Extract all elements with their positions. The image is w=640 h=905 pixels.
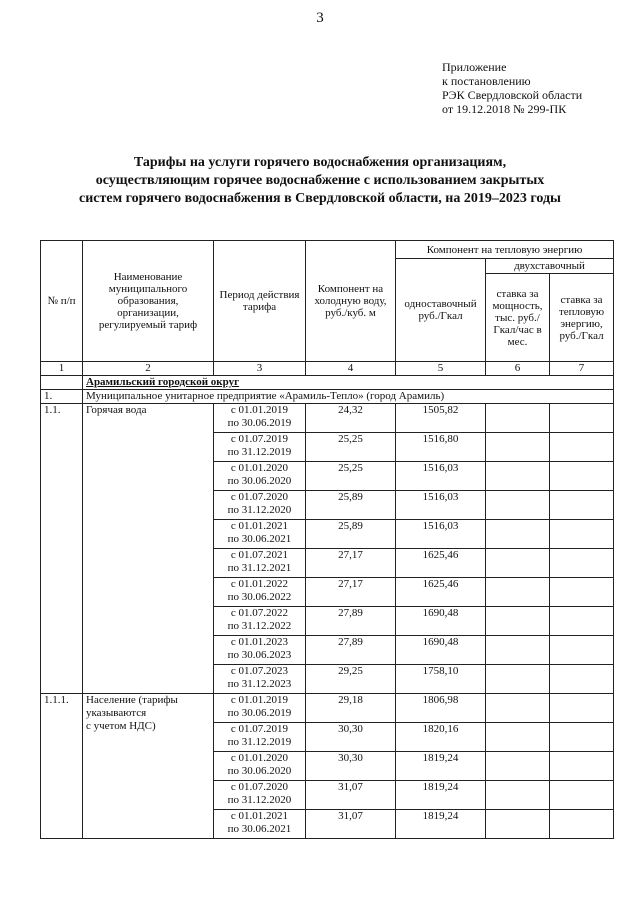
power-rate-value (486, 694, 550, 723)
period-from: с 01.07.2022 (230, 607, 289, 619)
energy-rate-value (550, 607, 614, 636)
power-rate-value (486, 665, 550, 694)
cold-water-value: 31,07 (306, 810, 396, 839)
power-rate-value (486, 462, 550, 491)
column-number: 2 (83, 362, 214, 376)
single-rate-value: 1819,24 (396, 781, 486, 810)
period-from: с 01.01.2021 (230, 810, 289, 822)
tariff-table (40, 240, 614, 839)
document-title (20, 154, 620, 208)
cold-water-value: 27,89 (306, 636, 396, 665)
column-number: 7 (550, 362, 614, 376)
period-to: по 30.06.2019 (227, 417, 292, 429)
cold-water-value: 31,07 (306, 781, 396, 810)
organization-name: Муниципальное унитарное предприятие «Арамиль-Тепло» (город Арамиль) (83, 390, 614, 404)
power-rate-value (486, 549, 550, 578)
energy-rate-value (550, 433, 614, 462)
single-rate-value: 1625,46 (396, 578, 486, 607)
energy-rate-value (550, 491, 614, 520)
power-rate-value (486, 520, 550, 549)
header-thermal: Компонент на тепловую энергию (396, 241, 614, 259)
header-num: № п/п (41, 241, 83, 362)
power-rate-value (486, 491, 550, 520)
period-to: по 30.06.2019 (227, 707, 292, 719)
period-cell (214, 752, 306, 781)
cold-water-value: 27,17 (306, 578, 396, 607)
header-two-rate: двухставочный (486, 259, 614, 274)
group-name-line: указываются (86, 707, 147, 719)
cold-water-value: 27,17 (306, 549, 396, 578)
appendix-line: РЭК Свердловской области (442, 88, 583, 102)
appendix-block (442, 60, 582, 116)
energy-rate-value (550, 404, 614, 433)
cold-water-value: 30,30 (306, 752, 396, 781)
period-from: с 01.01.2020 (230, 752, 289, 764)
energy-rate-value (550, 723, 614, 752)
energy-rate-value (550, 462, 614, 491)
column-number: 4 (306, 362, 396, 376)
single-rate-value: 1820,16 (396, 723, 486, 752)
column-number-row (41, 362, 614, 376)
period-from: с 01.01.2022 (230, 578, 289, 590)
period-cell (214, 491, 306, 520)
period-cell (214, 404, 306, 433)
district-name: Арамильский городской округ (83, 376, 614, 390)
power-rate-value (486, 607, 550, 636)
single-rate-value: 1516,03 (396, 491, 486, 520)
power-rate-value (486, 578, 550, 607)
period-from: с 01.07.2019 (230, 723, 289, 735)
period-from: с 01.01.2021 (230, 520, 289, 532)
period-to: по 30.06.2020 (227, 475, 292, 487)
header-power-rate: ставка за мощность, тыс. руб./Гкал/час в мес. (486, 274, 550, 362)
title-line: Тарифы на услуги горячего водоснабжения организациям, (133, 155, 507, 170)
period-cell (214, 723, 306, 752)
appendix-line: к постановлению (442, 74, 531, 88)
single-rate-value: 1819,24 (396, 752, 486, 781)
period-from: с 01.01.2019 (230, 404, 289, 416)
single-rate-value: 1625,46 (396, 549, 486, 578)
energy-rate-value (550, 665, 614, 694)
single-rate-value: 1690,48 (396, 636, 486, 665)
header-name: Наименование муниципального образования, организации, регулируемый тариф (83, 241, 214, 362)
tariff-row (41, 694, 614, 723)
single-rate-value: 1516,03 (396, 462, 486, 491)
period-from: с 01.07.2020 (230, 491, 289, 503)
period-cell (214, 549, 306, 578)
power-rate-value (486, 636, 550, 665)
cold-water-value: 25,89 (306, 520, 396, 549)
appendix-line: Приложение (442, 60, 507, 74)
period-to: по 31.12.2022 (227, 620, 292, 632)
cold-water-value: 30,30 (306, 723, 396, 752)
period-cell (214, 694, 306, 723)
power-rate-value (486, 752, 550, 781)
period-to: по 31.12.2019 (227, 446, 292, 458)
period-cell (214, 636, 306, 665)
period-to: по 30.06.2021 (227, 823, 292, 835)
header-energy-rate: ставка за тепловую энергию, руб./Гкал (550, 274, 614, 362)
column-number: 3 (214, 362, 306, 376)
group-name (83, 694, 214, 839)
period-cell (214, 433, 306, 462)
cold-water-value: 29,18 (306, 694, 396, 723)
energy-rate-value (550, 781, 614, 810)
energy-rate-value (550, 578, 614, 607)
period-from: с 01.07.2019 (230, 433, 289, 445)
energy-rate-value (550, 520, 614, 549)
period-to: по 31.12.2023 (227, 678, 292, 690)
period-cell (214, 781, 306, 810)
period-from: с 01.01.2020 (230, 462, 289, 474)
period-cell (214, 665, 306, 694)
district-num-cell (41, 376, 83, 390)
tariff-row (41, 404, 614, 433)
cold-water-value: 25,89 (306, 491, 396, 520)
appendix-line: от 19.12.2018 № 299-ПК (442, 102, 567, 116)
period-to: по 31.12.2020 (227, 504, 292, 516)
single-rate-value: 1505,82 (396, 404, 486, 433)
energy-rate-value (550, 810, 614, 839)
period-cell (214, 810, 306, 839)
energy-rate-value (550, 752, 614, 781)
single-rate-value: 1806,98 (396, 694, 486, 723)
period-cell (214, 607, 306, 636)
group-name-line: с учетом НДС) (86, 720, 156, 732)
group-name-line: Население (тарифы (86, 694, 178, 706)
header-single-rate: одноставочный руб./Гкал (396, 259, 486, 362)
cold-water-value: 25,25 (306, 433, 396, 462)
cold-water-value: 25,25 (306, 462, 396, 491)
period-cell (214, 462, 306, 491)
district-row (41, 376, 614, 390)
energy-rate-value (550, 694, 614, 723)
power-rate-value (486, 404, 550, 433)
period-to: по 30.06.2022 (227, 591, 292, 603)
period-to: по 30.06.2021 (227, 533, 292, 545)
period-to: по 31.12.2019 (227, 736, 292, 748)
energy-rate-value (550, 549, 614, 578)
single-rate-value: 1516,03 (396, 520, 486, 549)
title-line: осуществляющим горячее водоснабжение с использованием закрытых (95, 173, 545, 188)
single-rate-value: 1758,10 (396, 665, 486, 694)
period-to: по 30.06.2020 (227, 765, 292, 777)
period-from: с 01.07.2021 (230, 549, 289, 561)
group-num: 1.1. (41, 404, 83, 694)
organization-num: 1. (41, 390, 83, 404)
power-rate-value (486, 781, 550, 810)
single-rate-value: 1690,48 (396, 607, 486, 636)
page-number: 3 (316, 10, 324, 26)
single-rate-value: 1819,24 (396, 810, 486, 839)
column-number: 6 (486, 362, 550, 376)
cold-water-value: 27,89 (306, 607, 396, 636)
header-cold-water: Компонент на холодную воду, руб./куб. м (306, 241, 396, 362)
period-to: по 30.06.2023 (227, 649, 292, 661)
single-rate-value: 1516,80 (396, 433, 486, 462)
title-line: систем горячего водоснабжения в Свердловской области, на 2019–2023 годы (79, 191, 561, 206)
cold-water-value: 24,32 (306, 404, 396, 433)
energy-rate-value (550, 636, 614, 665)
power-rate-value (486, 433, 550, 462)
period-cell (214, 578, 306, 607)
power-rate-value (486, 723, 550, 752)
period-to: по 31.12.2021 (227, 562, 292, 574)
period-from: с 01.07.2023 (230, 665, 289, 677)
period-from: с 01.01.2023 (230, 636, 289, 648)
period-to: по 31.12.2020 (227, 794, 292, 806)
organization-row (41, 390, 614, 404)
power-rate-value (486, 810, 550, 839)
period-from: с 01.01.2019 (230, 694, 289, 706)
group-name: Горячая вода (83, 404, 214, 694)
cold-water-value: 29,25 (306, 665, 396, 694)
period-from: с 01.07.2020 (230, 781, 289, 793)
column-number: 1 (41, 362, 83, 376)
column-number: 5 (396, 362, 486, 376)
group-num: 1.1.1. (41, 694, 83, 839)
header-period: Период действия тарифа (214, 241, 306, 362)
period-cell (214, 520, 306, 549)
